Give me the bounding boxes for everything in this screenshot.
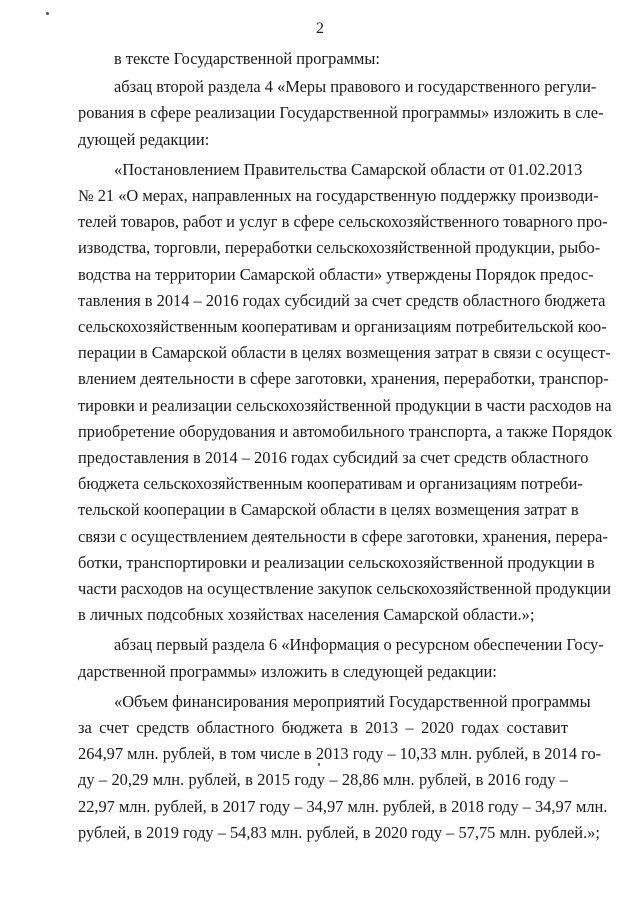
text-line: абзац второй раздела 4 «Меры правового и государственного регули- — [114, 77, 597, 97]
text-line: водства на территории Самарской области» утверждены Порядок предос- — [78, 264, 594, 284]
text-line: ботки, транспортировки и реализации сельскохозяйственной продукции в — [78, 552, 595, 572]
paragraph-resolution-quote — [78, 157, 613, 629]
text-line: дующей редакции: — [78, 129, 210, 149]
text-line: «Постановлением Правительства Самарской области от 01.02.2013 — [114, 159, 583, 179]
paragraph-text-reference — [78, 46, 568, 72]
scan-speck — [46, 12, 49, 15]
text-line: в тексте Государственной программы: — [114, 49, 380, 68]
text-line: предоставления в 2014 – 2016 годах субсидий за счет средств областного — [78, 448, 589, 468]
text-line: 264,97 млн. рублей, в том числе в 2013 году – 10,33 млн. рублей, в 2014 го- — [78, 744, 602, 764]
text-line: тавления в 2014 – 2016 годах субсидий за счет средств областного бюджета — [78, 290, 606, 310]
text-line: «Объем финансирования мероприятий Государственной программы — [114, 691, 591, 711]
scan-speck — [318, 763, 320, 766]
text-line: абзац первый раздела 6 «Информация о ресурсном обеспечении Госу- — [114, 635, 604, 655]
text-line: сельскохозяйственным кооперативам и организациям потребительской коо- — [78, 317, 607, 337]
text-line: связи с осуществлением деятельности в сфере заготовки, хранения, перера- — [78, 526, 608, 546]
paragraph-section6-amendment — [78, 632, 604, 684]
text-line: за счет средств областного бюджета в 2013 – 2020 годах составит — [78, 718, 568, 738]
text-line: рублей, в 2019 году – 54,83 млн. рублей, в 2020 году – 57,75 млн. рублей.»; — [78, 822, 600, 842]
text-line: бюджета сельскохозяйственным кооперативам и организациям потреби- — [78, 474, 583, 494]
text-line: тировки и реализации сельскохозяйственной продукции в части расходов на — [78, 395, 612, 415]
document-body — [78, 46, 613, 846]
paragraph-funding-quote — [78, 689, 608, 846]
text-line: ду – 20,29 млн. рублей, в 2015 году – 28,86 млн. рублей, в 2016 году – — [78, 770, 568, 790]
text-line: тельской кооперации в Самарской области в целях возмещения затрат в — [78, 500, 579, 520]
text-line: приобретение оборудования и автомобильного транспорта, а также Порядок — [78, 421, 613, 441]
text-line: изводства, торговли, переработки сельскохозяйственной продукции, рыбо- — [78, 238, 601, 258]
page-number: 2 — [316, 20, 324, 37]
text-line: телей товаров, работ и услуг в сфере сельскохозяйственного товарного про- — [78, 212, 608, 232]
text-line: влением деятельности в сфере заготовки, хранения, переработки, транспор- — [78, 369, 609, 389]
text-line: № 21 «О мерах, направленных на государственную поддержку производи- — [78, 186, 599, 206]
text-line: перации в Самарской области в целях возмещения затрат в связи с осущест- — [78, 343, 611, 363]
text-line: части расходов на осуществление закупок сельскохозяйственной продукции — [78, 579, 611, 599]
text-line: дарственной программы» изложить в следующей редакции: — [78, 661, 497, 681]
text-line: 22,97 млн. рублей, в 2017 году – 34,97 млн. рублей, в 2018 году – 34,97 млн. — [78, 796, 608, 816]
paragraph-section4-amendment — [78, 74, 604, 153]
text-line: рования в сфере реализации Государственной программы» изложить в сле- — [78, 103, 604, 123]
text-line: в личных подсобных хозяйствах населения Самарской области.»; — [78, 605, 535, 625]
